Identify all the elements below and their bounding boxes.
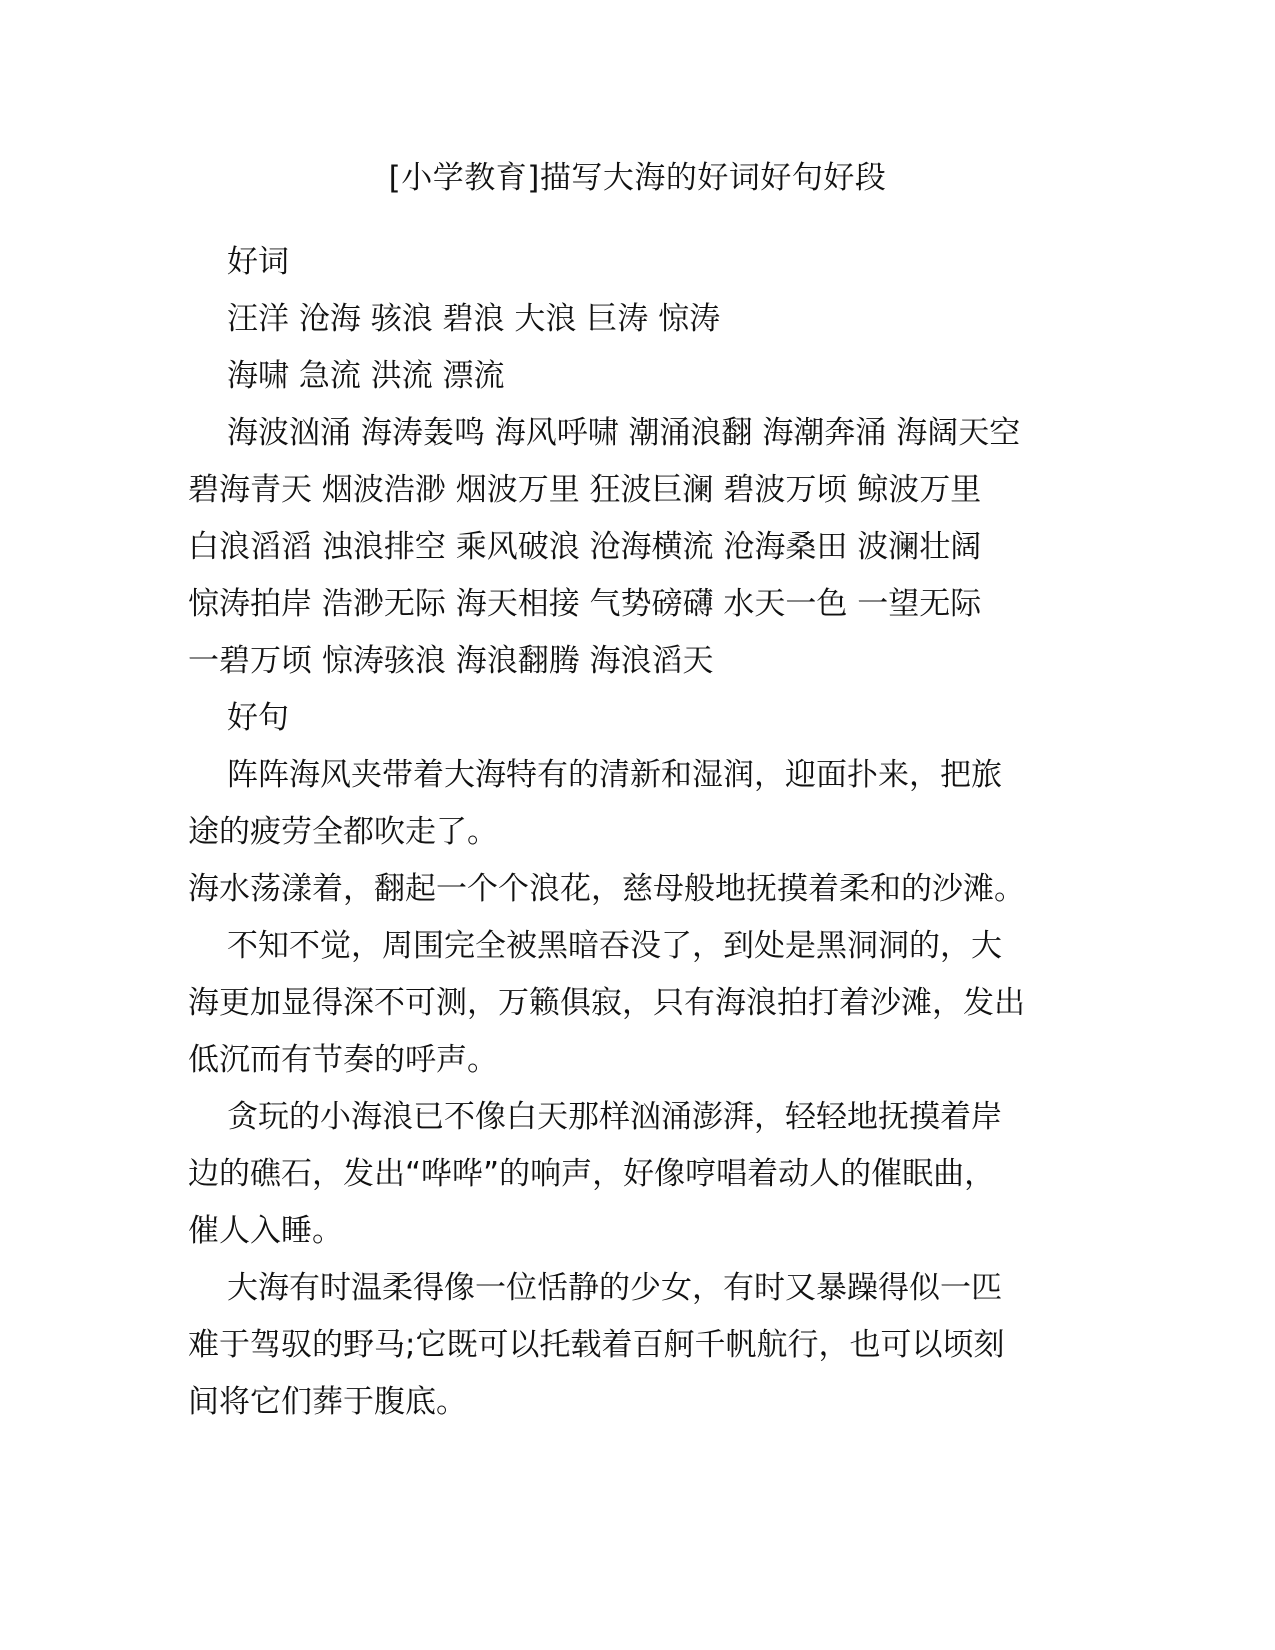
text-line: 难于驾驭的野马;它既可以托载着百舸千帆航行，也可以顷刻 bbox=[188, 1327, 1005, 1363]
text-line: 汪洋 沧海 骇浪 碧浪 大浪 巨涛 惊涛 bbox=[227, 301, 721, 337]
text-line: 好句 bbox=[227, 700, 289, 736]
text-line: 海更加显得深不可测，万籁俱寂，只有海浪拍打着沙滩，发出 bbox=[188, 985, 1025, 1021]
text-line: 海波汹涌 海涛轰鸣 海风呼啸 潮涌浪翻 海潮奔涌 海阔天空 bbox=[227, 415, 1021, 451]
text-line: 海水荡漾着，翻起一个个浪花，慈母般地抚摸着柔和的沙滩。 bbox=[188, 871, 1025, 907]
text-line: 阵阵海风夹带着大海特有的清新和湿润，迎面扑来，把旅 bbox=[227, 757, 1002, 793]
text-line: 惊涛拍岸 浩渺无际 海天相接 气势磅礴 水天一色 一望无际 bbox=[188, 586, 982, 622]
text-line: 贪玩的小海浪已不像白天那样汹涌澎湃，轻轻地抚摸着岸 bbox=[227, 1099, 1002, 1135]
text-line: 催人入睡。 bbox=[188, 1213, 343, 1249]
text-line: 一碧万顷 惊涛骇浪 海浪翻腾 海浪滔天 bbox=[188, 643, 714, 679]
text-line: 好词 bbox=[227, 244, 289, 280]
text-line: 途的疲劳全都吹走了。 bbox=[188, 814, 498, 850]
text-line: 碧海青天 烟波浩渺 烟波万里 狂波巨澜 碧波万顷 鲸波万里 bbox=[188, 472, 982, 508]
text-line: 不知不觉，周围完全被黑暗吞没了，到处是黑洞洞的，大 bbox=[227, 928, 1002, 964]
text-line: 边的礁石，发出“哗哗”的响声，好像哼唱着动人的催眠曲， bbox=[188, 1156, 996, 1192]
text-line: 低沉而有节奏的呼声。 bbox=[188, 1042, 498, 1078]
text-line: 间将它们葬于腹底。 bbox=[188, 1384, 467, 1420]
document-title: [小学教育]描写大海的好词好句好段 bbox=[388, 160, 887, 196]
text-line: 海啸 急流 洪流 漂流 bbox=[227, 358, 505, 394]
text-line: 大海有时温柔得像一位恬静的少女，有时又暴躁得似一匹 bbox=[227, 1270, 1002, 1306]
document-body bbox=[188, 234, 1092, 1431]
text-line: 白浪滔滔 浊浪排空 乘风破浪 沧海横流 沧海桑田 波澜壮阔 bbox=[188, 529, 982, 565]
